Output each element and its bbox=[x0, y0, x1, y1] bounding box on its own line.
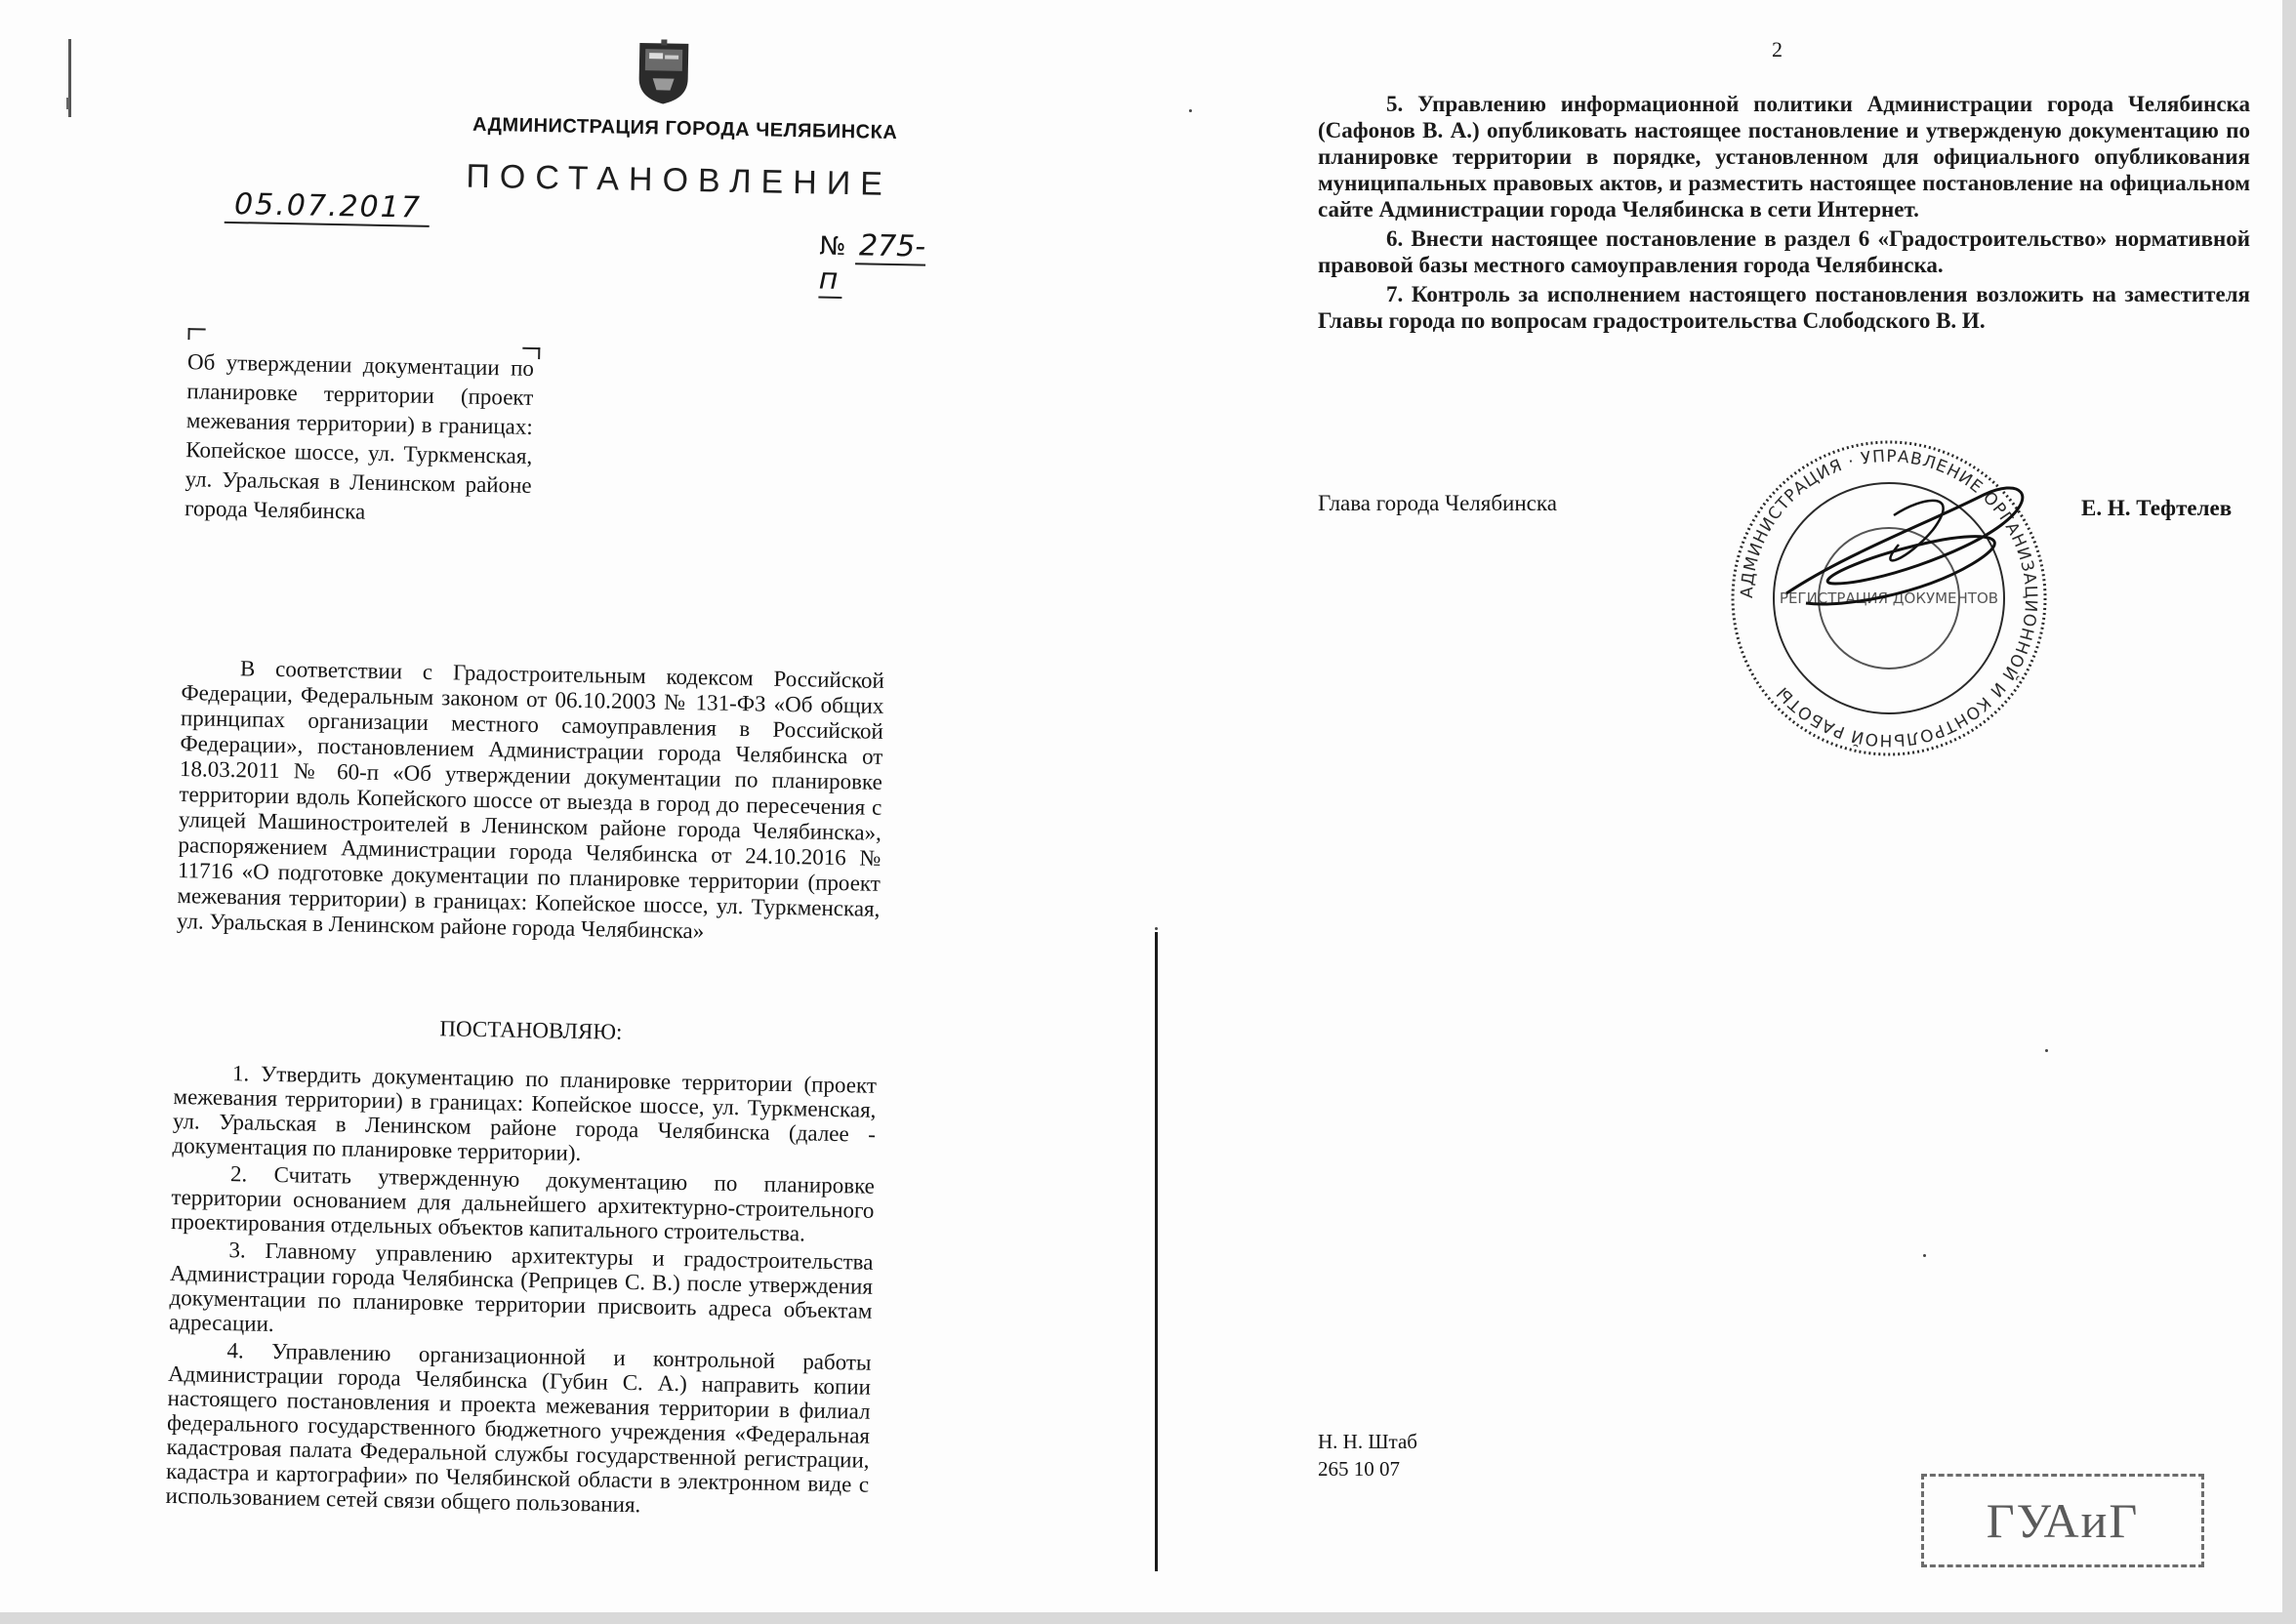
item-3: 3. Главному управлению архитектуры и градостроительства Администрации города Челябинска (Реприцев С. В.) после утверждения документации по планировке территории присвоить адреса объектам адресации. bbox=[168, 1238, 874, 1337]
coat-of-arms-icon bbox=[635, 39, 692, 106]
seal-ring-text: АДМИНИСТРАЦИЯ · УПРАВЛЕНИЕ ОРГАНИЗАЦИОННОЙ И КОНТРОЛЬНОЙ РАБОТЫ bbox=[1737, 446, 2041, 751]
margin-mark bbox=[68, 39, 79, 117]
number-sign: № bbox=[819, 231, 846, 263]
scan-edge-right bbox=[2282, 0, 2296, 1624]
seal-icon bbox=[1728, 437, 2050, 759]
signatory-title: Глава города Челябинска bbox=[1318, 491, 1557, 515]
item-1: 1. Утвердить документацию по планировке территории (проект межевания территории) в границах: Копейское шоссе, ул. Туркменская, ул. Уральская в Ленинском районе города Челябинска (далее - документация по планировке территории). bbox=[172, 1061, 878, 1166]
item-2: 2. Считать утвержденную документацию по планировке территории основанием для дальнейшего архитектурно-строительного проектирования отдельных объектов капитального строительства. bbox=[170, 1161, 876, 1246]
items-left bbox=[165, 1060, 877, 1524]
scan-speck bbox=[1155, 927, 1158, 930]
administration-title: АДМИНИСТРАЦИЯ ГОРОДА ЧЕЛЯБИНСКА bbox=[472, 113, 898, 144]
page-number: 2 bbox=[1772, 37, 1783, 61]
scan-speck bbox=[1189, 109, 1192, 112]
bracket-top-left bbox=[187, 328, 205, 340]
resolve-heading: ПОСТАНОВЛЯЮ: bbox=[439, 1016, 623, 1044]
seal-center-text: РЕГИСТРАЦИЯ ДОКУМЕНТОВ bbox=[1779, 589, 1999, 607]
item-7: 7. Контроль за исполнением настоящего постановления возложить на заместителя Главы города по вопросам градостроительства Слободского В. И. bbox=[1318, 282, 2250, 333]
signatory-name: Е. Н. Тефтелев bbox=[2081, 496, 2233, 520]
item-5: 5. Управлению информационной политики Администрации города Челябинска (Сафонов В. А.) опубликовать настоящее постановление и утвержденую документацию по планировке территории в порядке, установленном для официального опубликования муниципальных правовых актов, и разместить настоящее постановление на официальном сайте Администрации города Челябинска в сети Интернет. bbox=[1318, 92, 2250, 222]
preamble: В соответствии с Градостроительным кодексом Российской Федерации, Федеральным законом от 06.10.2003 № 131-ФЗ «Об общих принципах организации местного самоуправления в Российской Федерации», постановлением Администрации города Челябинска от 18.03.2011 № 60-п «Об утверждении документации по планировке территории вдоль Копейского шоссе от выезда в город до пересечения с улицей Машиностроителей в Ленинском районе города Челябинска», распоряжением Администрации города Челябинска от 24.10.2016 № 11716 «О подготовке документации по планировке территории (проект межевания территории) в границах: Копейское шоссе, ул. Туркменская, ул. Уральская в Ленинском районе города Челябинска» bbox=[176, 656, 885, 944]
executor-name: Н. Н. Штаб bbox=[1318, 1430, 1417, 1453]
scan-edge-bottom bbox=[0, 1612, 2296, 1624]
margin-dot bbox=[66, 98, 69, 109]
scan-speck bbox=[1923, 1254, 1926, 1257]
number-value: 275-п bbox=[818, 228, 925, 299]
scan-speck bbox=[2045, 1049, 2048, 1052]
document-date: 05.07.2017 bbox=[225, 187, 430, 227]
item-4: 4. Управлению организационной и контрольной работы Администрации города Челябинска (Губин С. А.) направить копии настоящего постановления и проекта межевания территории в филиал федерального государственного бюджетного учреждения «Федеральная кадастровая палата Федеральной службы государственной регистрации, кадастра и картографии» по Челябинской области в электронном виде с использованием сетей связи общего пользования. bbox=[165, 1338, 872, 1518]
office-stamp: ГУАиГ bbox=[1921, 1474, 2204, 1567]
page-divider bbox=[1155, 932, 1158, 1571]
items-right bbox=[1318, 91, 2250, 337]
executor-block bbox=[1318, 1428, 1417, 1482]
page-1 bbox=[132, 30, 1146, 1518]
document-number bbox=[818, 228, 926, 299]
document-subject: Об утверждении документации по планировке территории (проект межевания территории) в границах: Копейское шоссе, ул. Туркменская, ул. Уральская в Ленинском районе города Челябинска bbox=[184, 349, 535, 524]
item-6: 6. Внести настоящее постановление в раздел 6 «Градостроительство» нормативной правовой базы местного самоуправления города Челябинска. bbox=[1318, 226, 2250, 277]
executor-phone: 265 10 07 bbox=[1318, 1457, 1400, 1481]
document-type: ПОСТАНОВЛЕНИЕ bbox=[466, 157, 893, 203]
